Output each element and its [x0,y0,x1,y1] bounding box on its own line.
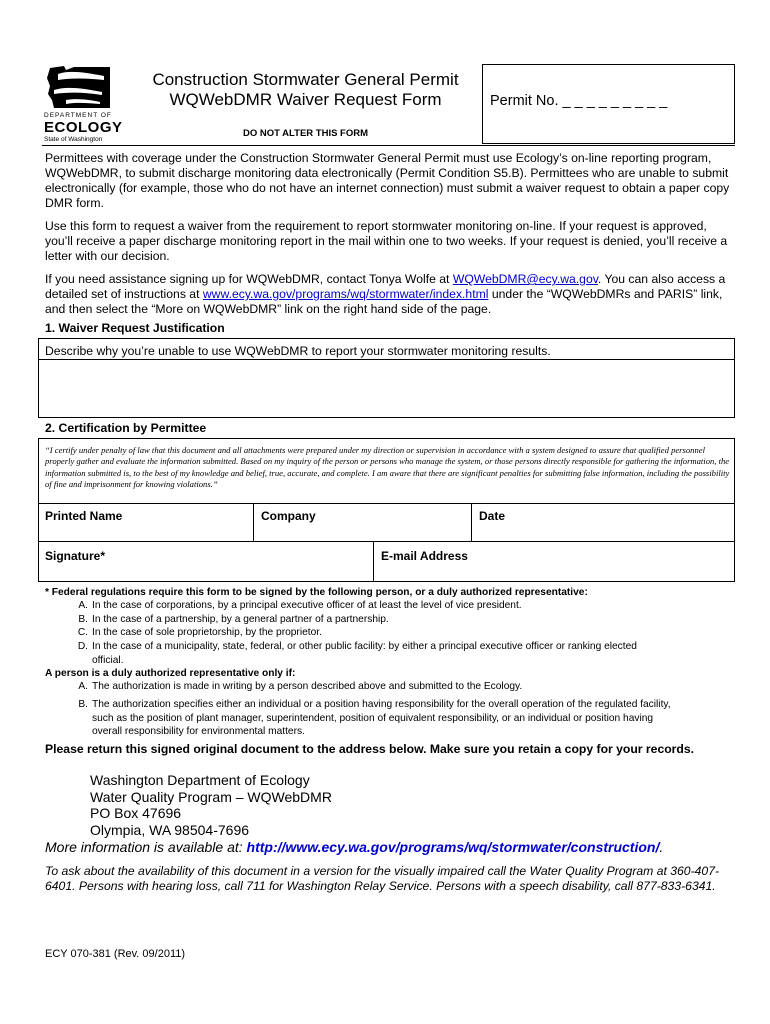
date-field[interactable]: Date [479,509,506,523]
permit-number-label: Permit No. _ _ _ _ _ _ _ _ _ [490,93,668,109]
form-title-line2: WQWebDMR Waiver Request Form [169,90,442,109]
email-address-field[interactable]: E-mail Address [381,549,468,563]
certification-statement: “I certify under penalty of law that this document and all attachments were prepared under my direction or supervision in accordance with a system designed to assure that qualified personnel properly gather and evaluate the information submitted. Based on my inquiry of the person or persons who manage the system, or those persons directly responsible for gathering the information, the information submitted is, to the best of my knowledge and belief, true, accurate, and complete. I am aware that there are significant penalties for submitting false information, including the possibility of fine and imprisonment for knowing violations.” [45,445,730,490]
intro-paragraph-1: Permittees with coverage under the Construction Stormwater General Permit must use Ecology’s on-line reporting program, WQWebDMR, to submit discharge monitoring data electronically (Permit Condition S5.B). Permittees who are unable to submit electronically (for example, those who do not have an internet connection) must submit a waiver request to obtain a paper copy DMR form. [45,151,730,210]
cert-vdivider-1 [253,503,254,541]
mailing-address [90,772,332,838]
regulation-item [68,613,735,627]
regulation-letter: D. [77,641,88,652]
authorized-heading: A person is a duly authorized representative only if: [45,668,296,679]
cert-divider-1 [39,503,734,504]
regulation-text: In the case of corporations, by a principal executive officer of at least the level of vice president. [92,600,522,611]
authorized-text: The authorization is made in writing by a person described above and submitted to the Ecology. [92,681,523,692]
address-line: Washington Department of Ecology [90,772,310,788]
logo-agency-text: ECOLOGY [44,119,123,136]
more-info-line [45,839,663,855]
regulations-heading: * Federal regulations require this form to be signed by the following person, or a duly authorized representative: [45,587,588,598]
regulation-letter: B. [78,614,88,625]
section1-heading: 1. Waiver Request Justification [45,321,225,335]
form-title-line1: Construction Stormwater General Permit [152,70,459,89]
construction-stormwater-link[interactable]: http://www.ecy.wa.gov/programs/wq/stormwater/construction/ [246,839,660,855]
section2-heading: 2. Certification by Permittee [45,421,207,435]
more-info-end: . [659,839,664,855]
return-instruction: Please return this signed original document to the address below. Make sure you retain a copy for your records. [45,742,695,756]
authorized-item [68,698,673,739]
justification-divider [39,359,734,360]
regulation-item [68,626,735,640]
regulation-text: In the case of a partnership, by a general partner of a partnership. [92,614,389,625]
justification-box [38,338,735,418]
do-not-alter-notice: DO NOT ALTER THIS FORM [242,128,369,139]
regulation-text: In the case of sole proprietorship, by the proprietor. [92,627,322,638]
header-divider [42,145,735,146]
address-line: PO Box 47696 [90,805,182,821]
intro-paragraph-3 [45,272,735,317]
regulation-item [68,640,648,667]
signature-field[interactable]: Signature* [45,549,106,563]
cert-vdivider-3 [373,541,374,581]
address-line: Water Quality Program – WQWebDMR [90,788,332,805]
authorized-text: The authorization specifies either an individual or a position having responsibility for the overall operation of the regulated facility, such as the position of plant manager, superintendent, position of equivalent responsibility, or an individual or position having overall responsibility for environmental matters. [92,699,671,737]
para3-text-c: under the “WQWebDMRs and PARIS” link, and then select the “More on WQWebDMR” link on the right hand side of the page. [45,287,723,316]
para3-text-a: If you need assistance signing up for WQWebDMR, contact Tonya Wolfe at [45,272,453,286]
justification-prompt: Describe why you’re unable to use WQWebDMR to report your stormwater monitoring results. [45,344,551,358]
company-field[interactable]: Company [261,509,316,523]
address-line: Olympia, WA 98504-7696 [90,821,250,838]
more-info-label: More information is available at: [45,839,247,855]
cert-divider-2 [39,541,734,542]
printed-name-field[interactable]: Printed Name [45,509,123,523]
cert-vdivider-2 [471,503,472,541]
email-link[interactable]: WQWebDMR@ecy.wa.gov [452,272,598,286]
logo-state-text: State of Washington [44,136,103,143]
authorized-letter: A. [78,681,88,692]
regulation-item [68,599,735,613]
logo-department-text: DEPARTMENT OF [44,112,112,119]
authorized-item [68,680,735,694]
form-title [128,70,483,110]
para3-text-b: . You can also access a detailed set of instructions at [45,272,726,301]
accessibility-notice: To ask about the availability of this document in a version for the visually impaired call the Water Quality Program at 360-407-6401. Persons with hearing loss, call 711 for Washington Relay Service. Persons with a speech disability, call 877-833-6341. [45,864,720,893]
regulation-letter: A. [78,600,88,611]
regulation-letter: C. [77,627,88,638]
authorized-letter: B. [78,699,88,710]
justification-input[interactable] [45,363,728,413]
intro-paragraph-2: Use this form to request a waiver from the requirement to report stormwater monitoring on-line. If your request is approved, you’ll receive a paper discharge monitoring report in the mail within one to two weeks. If your request is denied, you’ll receive a letter with our decision. [45,219,728,263]
washington-state-map-icon [44,64,114,110]
instructions-link[interactable]: www.ecy.wa.gov/programs/wq/stormwater/index.html [202,287,489,301]
form-number: ECY 070-381 (Rev. 09/2011) [45,948,186,960]
ecology-logo [42,64,122,144]
regulation-text: In the case of a municipality, state, federal, or other public facility: by either a principal executive officer or ranking elected official. [92,641,637,666]
